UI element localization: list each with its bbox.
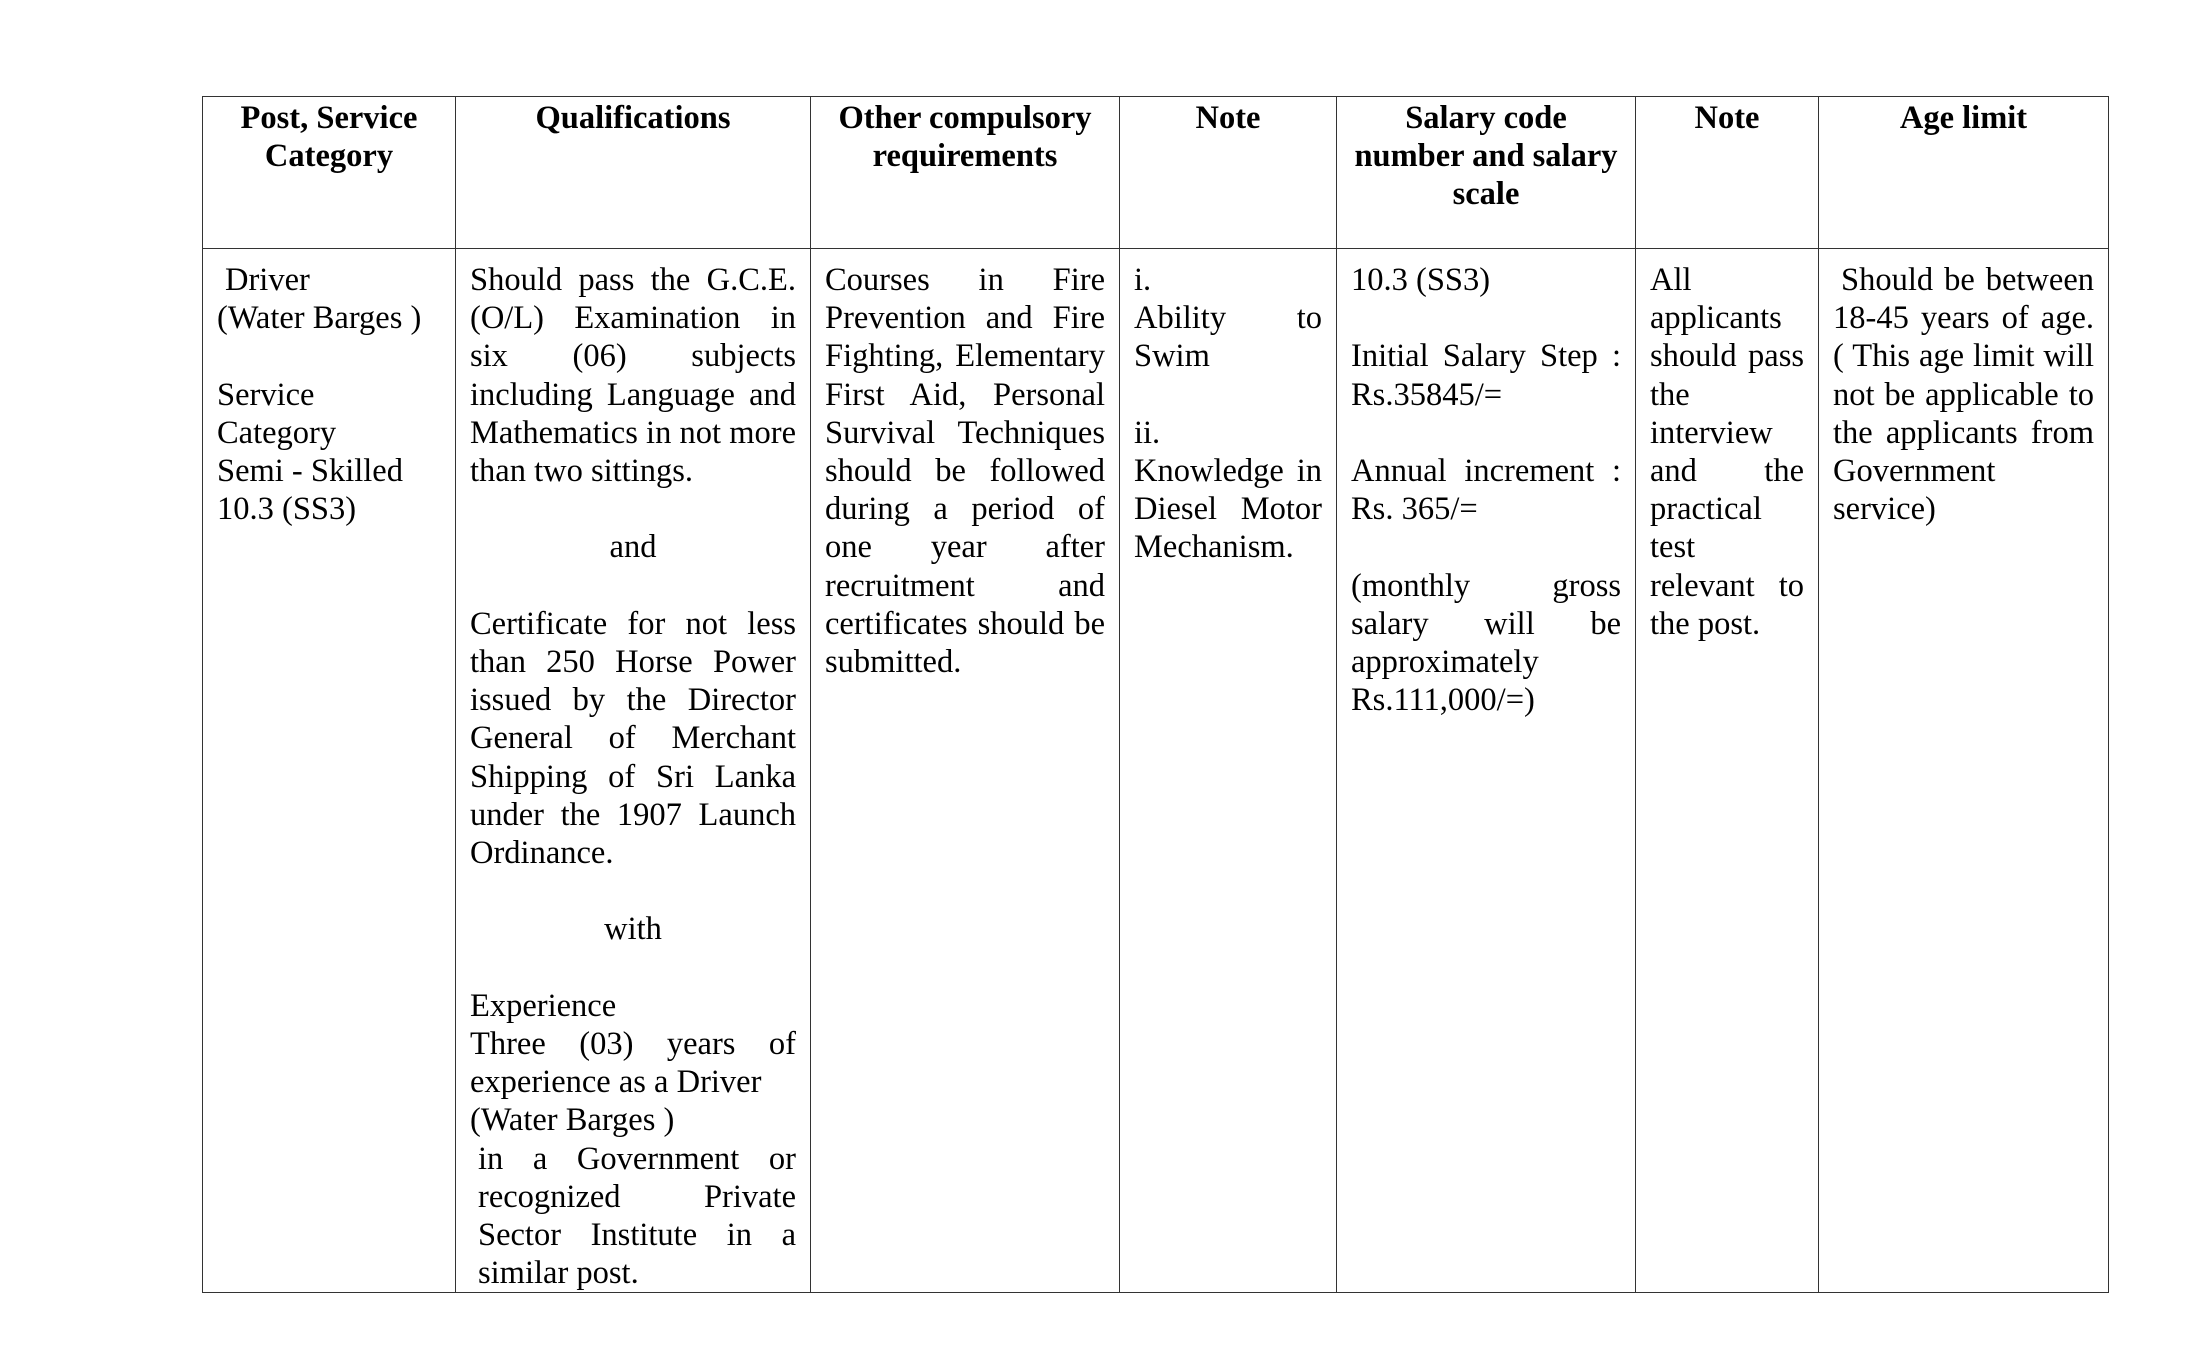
conjunction-and: and: [609, 529, 657, 566]
recruitment-table: [202, 96, 2109, 1293]
table-row: [203, 249, 2109, 1293]
cell-salary: [1337, 249, 1636, 1293]
experience-line-2: (Water Barges ): [470, 1102, 675, 1139]
cell-note-2: [1636, 249, 1819, 1293]
salary-code: 10.3 (SS3): [1351, 262, 1491, 298]
experience-line-3: in a Government or recognized Private Sector Institute in a similar post.: [478, 1140, 796, 1292]
header-other-requirements: Other compulsory requirements: [811, 97, 1120, 249]
header-note-2: Note: [1636, 97, 1819, 249]
note-item-2-label: ii.: [1134, 414, 1161, 451]
post-subtitle: (Water Barges ): [217, 300, 422, 337]
note-2-text: All applicants should pass the interview and the practical test relevant to the post.: [1650, 262, 1804, 642]
experience-line-1: Three (03) years of experience as a Driver: [470, 1026, 796, 1101]
header-age-limit: Age limit: [1819, 97, 2109, 249]
other-requirements-text: Courses in Fire Prevention and Fire Fighting, Elementary First Aid, Personal Survival Techniques should be followed during a period of one year after recruitment and certificates should be submitted.: [825, 262, 1105, 681]
service-label: Service: [217, 376, 315, 413]
header-note-1: Note: [1120, 97, 1337, 249]
note-item-1-text: Ability to Swim: [1134, 300, 1322, 375]
header-salary: Salary code number and salary scale: [1337, 97, 1636, 249]
cell-post: [203, 249, 456, 1293]
category-label: Category: [217, 414, 337, 451]
experience-title: Experience: [470, 987, 617, 1024]
salary-code-ref: 10.3 (SS3): [217, 491, 357, 528]
age-limit-text: Should be between 18-45 years of age. ( This age limit will not be applicable to the applicants from Government service): [1833, 262, 2094, 528]
cell-qualifications: [456, 249, 811, 1293]
salary-increment: Annual increment : Rs. 365/=: [1351, 452, 1621, 528]
salary-initial: Initial Salary Step : Rs.35845/=: [1351, 338, 1621, 413]
cell-age-limit: [1819, 249, 2109, 1293]
note-item-2-text: Knowledge in Diesel Motor Mechanism.: [1134, 453, 1322, 566]
cell-other-requirements: [811, 249, 1120, 1293]
note-item-1-label: i.: [1134, 262, 1152, 298]
header-post: Post, Service Category: [203, 97, 456, 249]
conjunction-with: with: [604, 911, 662, 948]
header-qualifications: Qualifications: [456, 97, 811, 249]
salary-gross: (monthly gross salary will be approximately Rs.111,000/=): [1351, 567, 1621, 719]
table-header-row: [203, 97, 2109, 249]
qualification-ol: Should pass the G.C.E. (O/L) Examination in six (06) subjects including Language and Mathematics in not more than two sittings.: [470, 262, 796, 490]
cell-note-1: [1120, 249, 1337, 1293]
qualification-certificate: Certificate for not less than 250 Horse Power issued by the Director General of Merchant Shipping of Sri Lanka under the 1907 Launch Ordinance.: [470, 605, 796, 872]
category-value: Semi - Skilled: [217, 453, 403, 489]
post-title: Driver: [225, 262, 310, 298]
